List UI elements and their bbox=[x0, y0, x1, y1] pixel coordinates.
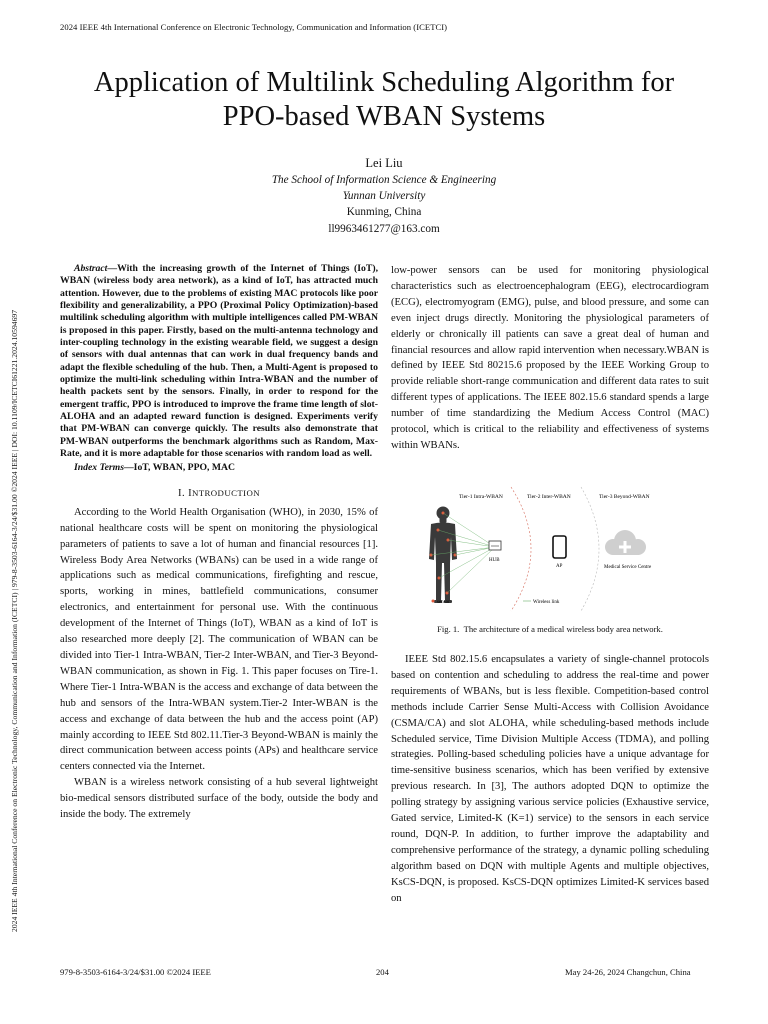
sensor-legend-dot bbox=[432, 600, 435, 603]
right-paragraph-2: IEEE Std 802.15.6 encapsulates a variety of single-channel protocols based on contention and scheduling to address the real-time and power requirements of WBANs, but is less flexible. Competition-based control methods include Carrier Sense Multi-Access with Collision Avoidance (CSMA/CA) and slot ALOHA, while scheduling-based methods include Scheduled service, Time Division Multiple Access (TDMA), and polling strategies. Polling-based scheduling policies have a unique advantage for time-sensitive business scenarios, which has been verified by extensive previous research. In [3], The authors adopted DQN to optimize the polling strategy by assigning various service policies (Exhaustive service, Gated service, Limited-K (K=1) service) to the sensors in each service round, DQN-P. In addition, to further improve the adaptability and comprehensive performance of the strategy, a dynamic polling scheduling algorithm based on DQN with multiple Agents and multiple objectives, KsCS-DQN, is proposed. KsCS-DQN optimizes Limited-K services based on bbox=[391, 654, 709, 904]
hub-label: HUB bbox=[489, 558, 500, 563]
tier2-boundary bbox=[581, 487, 599, 611]
intro-paragraph-1: According to the World Health Organisation (WHO), in 2030, 15% of national healthcare costs will be spent on monitoring the physiological parameters of patients to save a lot of human and financial resources [1]. Wireless Body Area Networks (WBANs) can be used in a wide range of applications such as medical communications, firefighting and rescue, sports, working in mines, battlefield communications, consumer electronics, and entertainment for personal use. With the continuous development of the Internet of Things (IoT), WBAN as a kind of IoT is also researched more deeply [2]. The communication of WBAN can be divided into Tier-1 Intra-WBAN, Tier-2 Inter-WBAN, and Tier-3 Beyond-WBAN communication, as shown in Fig. 1. This paper focuses on Tire-1. Where Tier-1 Intra-WBAN is the access and exchange of data between the hub and sensors of the Intra-WBAN system.Tier-2 Inter-WBAN is the access and exchange of data between the hub and the access point (AP) mainly according to IEEE Std 802.11.Tier-3 Beyond-WBAN is mainly the direct communication between access points (APs) and healthcare service centers connected via the Internet. bbox=[60, 506, 378, 773]
section-number: I. bbox=[178, 487, 186, 499]
author-location: Kunming, China bbox=[346, 206, 422, 219]
footer-page-number: 204 bbox=[376, 967, 389, 977]
intro-paragraph-2: WBAN is a wireless network consisting of a hub several lightweight bio-medical sensors distributed surface of the body, outside the body and inside the body. The extremely bbox=[60, 777, 378, 821]
footer-date: May 24-26, 2024 Changchun, China bbox=[565, 967, 691, 977]
figure-wban-architecture bbox=[391, 483, 709, 617]
right-column-bottom bbox=[391, 652, 709, 907]
index-terms-text: —IoT, WBAN, PPO, MAC bbox=[123, 461, 236, 473]
affiliation-university: Yunnan University bbox=[342, 190, 426, 203]
access-point-phone-icon bbox=[553, 536, 566, 558]
medical-service-centre-label: Medical Service Centre bbox=[604, 565, 652, 570]
left-column bbox=[60, 263, 378, 823]
right-column-top bbox=[391, 263, 709, 454]
tier3-label: Tier-3 Beyond-WBAN bbox=[599, 494, 650, 500]
tier1-label: Tier-1 Intra-WBAN bbox=[459, 494, 503, 500]
tier2-label: Tier-2 Inter-WBAN bbox=[527, 494, 571, 500]
sensor-legend-label: sensor bbox=[437, 600, 450, 605]
paper-title bbox=[40, 66, 728, 134]
author-email: ll9963461277@163.com bbox=[328, 222, 440, 235]
footer-isbn: 979-8-3503-6164-3/24/$31.00 ©2024 IEEE bbox=[60, 967, 211, 977]
index-terms bbox=[60, 462, 378, 474]
author-name: Lei Liu bbox=[365, 156, 403, 170]
section-title-initial: I bbox=[188, 487, 193, 499]
figure-caption bbox=[391, 624, 709, 634]
abstract bbox=[60, 263, 378, 461]
doi-side-strip: 2024 IEEE 4th International Conference on Electronic Technology, Communication and Information (ICETCI) | 979-8-3503-6164-3/24/$31.00 ©2024 IEEE | DOI: 10.1109/ICETCI61221.2024.10594697 bbox=[10, 309, 19, 932]
figure-caption-label: Fig. 1. bbox=[437, 624, 460, 634]
cloud-icon bbox=[605, 530, 646, 555]
title-line-1: Application of Multilink Scheduling Algorithm for bbox=[93, 67, 675, 98]
author-block bbox=[184, 155, 584, 237]
tier1-boundary bbox=[511, 487, 531, 611]
section-heading-introduction bbox=[60, 488, 378, 499]
index-terms-lead: Index Terms bbox=[74, 461, 124, 473]
wban-diagram bbox=[391, 483, 709, 617]
section-title-rest: NTRODUCTION bbox=[192, 487, 260, 498]
figure-caption-text: The architecture of a medical wireless body area network. bbox=[463, 624, 663, 634]
right-paragraph-1: low-power sensors can be used for monitoring physiological characteristics such as electroencephalogram (EEG), electrocardiogram (ECG), electromyogram (EMG), pulse, and blood pressure, and some can even inject drugs directly. Monitoring the physiological parameters of elderly or chronically ill patients can save a great deal of human and financial resources and allow rapid intervention when necessary.WBAN is defined by IEEE Std 80215.6 proposed by the IEEE Working Group to provide reliable short-range communication and different data rates to suit different types of applications. The IEEE 802.15.6 standard spends a large number of time standardizing the Medium Access Control (MAC) protocol, which is critical to the reliability and effectiveness of systems within WBANs. bbox=[391, 265, 709, 451]
abstract-text: —With the increasing growth of the Internet of Things (IoT), WBAN (wireless body area network), as a kind of IoT, has attracted much attention. However, due to the problems of existing MAC protocols like poor flexibility and generalizability, a PPO (Proximal Policy Optimization)-based multilink scheduling algorithm with multiple intelligences called PM-WBAN is proposed in this paper. Firstly, based on the multi-antenna technology and inter-coupling technology in the existing wearable field, we suggest a design of sensors with dual antennas that can work in dual frequency bands and adapt the flexible scheduling of the hub. Then, a Multi-Agent is proposed to optimize the multi-link scheduling within Intra-WBAN and the number of health packets sent by the sensors. Finally, in order to respond for the emergent traffic, PPO is introduced to improve the frame time length of slot-ALOHA and an adapted reward function is designed. Experiments verify that PM-WBAN can converge quickly. The results also demonstrate that PM-WBAN outperforms the benchmark algorithms such as Random, Max-Rate, and it is more adaptable for those scenarios with random load as well. bbox=[60, 263, 378, 460]
abstract-lead: Abstract bbox=[74, 263, 108, 274]
conference-header: 2024 IEEE 4th International Conference on Electronic Technology, Communication and Information (ICETCI) bbox=[60, 22, 448, 32]
ap-label: AP bbox=[556, 564, 563, 569]
title-line-2: PPO-based WBAN Systems bbox=[222, 101, 546, 132]
hub-icon bbox=[489, 541, 501, 550]
wireless-legend-label: Wireless link bbox=[533, 600, 560, 605]
affiliation-school: The School of Information Science & Engineering bbox=[271, 174, 497, 186]
